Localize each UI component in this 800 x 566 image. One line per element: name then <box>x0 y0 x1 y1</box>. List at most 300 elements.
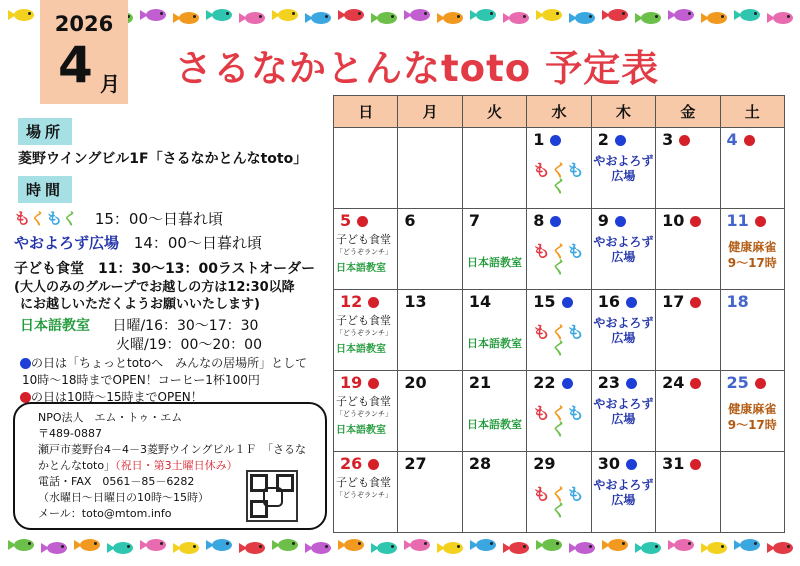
tel-fax: 電話・FAX 0561－85－6282 <box>38 475 195 488</box>
day-number <box>598 292 637 311</box>
month-number: 4 <box>58 36 93 94</box>
calendar-day[interactable] <box>656 128 720 209</box>
fish-eye <box>358 12 361 15</box>
nihongo-sun <box>20 315 258 335</box>
fish-eye <box>688 12 691 15</box>
day-number <box>340 454 379 473</box>
fish-icon <box>569 542 595 554</box>
day-number-text: 13 <box>404 292 427 311</box>
fish-icon <box>569 12 595 24</box>
email[interactable]: メール：toto@mtom.info <box>38 507 172 520</box>
day-number-text: 9 <box>597 211 609 230</box>
fish-eye <box>457 545 460 548</box>
event-kodomo <box>336 233 397 275</box>
calendar-day[interactable] <box>527 371 591 452</box>
fish-body <box>476 9 496 21</box>
event-kodomo-title: 子ども食堂 <box>336 314 391 327</box>
event-kodomo-title: 子ども食堂 <box>336 395 391 408</box>
event-yaoyorozu-line: やおよろず <box>593 397 654 411</box>
blue-dot-icon <box>626 459 637 470</box>
page-title: さるなかとんなtoto 予定表 <box>175 47 660 90</box>
fish-icon <box>107 542 133 554</box>
fish-icon <box>503 12 529 24</box>
fish-icon <box>305 542 331 554</box>
fish-body <box>707 542 727 554</box>
red-dot-icon <box>368 459 379 470</box>
day-number-text: 5 <box>340 211 352 230</box>
fish-eye <box>325 15 328 18</box>
calendar-day[interactable] <box>591 128 655 209</box>
calendar-day[interactable] <box>656 290 720 371</box>
fish-body <box>740 9 760 21</box>
calendar-day[interactable] <box>462 452 526 533</box>
day-number-text: 11 <box>726 211 749 230</box>
event-kodomo <box>336 476 397 502</box>
fish-eye <box>292 542 295 545</box>
address-line-2 <box>38 457 238 473</box>
weekday-5: 金 <box>656 96 720 128</box>
mokumoku-char: く <box>549 483 569 507</box>
fish-icon <box>734 539 760 551</box>
qr-code[interactable] <box>246 470 298 522</box>
red-dot-icon <box>690 459 701 470</box>
place-text: 菱野ウイングビル1F「さるなかとんなtoto」 <box>18 151 308 167</box>
day-number-text: 25 <box>726 373 749 392</box>
fish-icon <box>272 9 298 21</box>
day-number <box>662 454 701 473</box>
mokumoku-logo <box>532 240 586 280</box>
event-mokumoku <box>527 402 590 442</box>
blue-note-text: の日は「ちょっとtotoへ みんなの居場所」として <box>31 356 308 370</box>
mokumoku-char: も <box>532 240 552 264</box>
mokumoku-hours <box>14 206 223 229</box>
event-mahjong <box>721 401 784 433</box>
fish-icon <box>140 9 166 21</box>
fish-body <box>179 542 199 554</box>
calendar-week <box>334 371 785 452</box>
calendar-day[interactable] <box>527 128 591 209</box>
fish-body <box>179 12 199 24</box>
fish-icon <box>8 539 34 551</box>
fish-eye <box>160 12 163 15</box>
calendar-day[interactable] <box>591 371 655 452</box>
fish-icon <box>668 9 694 21</box>
fish-body <box>377 542 397 554</box>
fish-icon <box>701 542 727 554</box>
fish-body <box>80 539 100 551</box>
fish-body <box>674 539 694 551</box>
fish-icon <box>239 542 265 554</box>
mokumoku-char: く <box>60 207 80 230</box>
day-number-text: 7 <box>468 211 480 230</box>
calendar-day[interactable] <box>656 209 720 290</box>
calendar-day[interactable] <box>334 452 398 533</box>
fish-eye <box>589 545 592 548</box>
mokumoku-char: も <box>532 159 552 183</box>
blue-dot-icon <box>550 216 561 227</box>
mokumoku-char: も <box>532 321 552 345</box>
event-yaoyorozu-line: 広場 <box>611 412 636 426</box>
day-number <box>469 211 480 230</box>
fish-eye <box>523 545 526 548</box>
instagram-icon <box>263 487 283 507</box>
fish-icon <box>74 539 100 551</box>
fish-eye <box>391 15 394 18</box>
mokumoku-char: も <box>566 402 586 426</box>
fish-icon <box>404 539 430 551</box>
fish-icon <box>140 539 166 551</box>
red-note-text: の日は10時〜15時までOPEN！ <box>31 390 203 404</box>
calendar-day <box>334 128 398 209</box>
event-mahjong-line: 9〜17時 <box>727 418 777 432</box>
day-number-text: 29 <box>533 454 556 473</box>
day-number-text: 19 <box>340 373 363 392</box>
day-number <box>662 373 701 392</box>
fish-body <box>146 539 166 551</box>
day-number <box>598 454 637 473</box>
fish-body <box>410 9 430 21</box>
fish-eye <box>556 12 559 15</box>
calendar-day[interactable] <box>334 290 398 371</box>
calendar-day[interactable] <box>720 290 784 371</box>
fish-icon <box>767 12 793 24</box>
fish-icon <box>668 539 694 551</box>
fish-eye <box>622 542 625 545</box>
calendar-day[interactable] <box>656 452 720 533</box>
blue-dot-icon <box>626 297 637 308</box>
fish-icon <box>404 9 430 21</box>
day-number-text: 20 <box>404 373 427 392</box>
day-number <box>533 211 561 230</box>
event-nihongo: 日本語教室 <box>467 418 523 431</box>
fish-icon <box>371 542 397 554</box>
mokumoku-char: も <box>44 207 64 230</box>
calendar-day <box>398 128 462 209</box>
org-name: NPO法人 エム・トゥ・エム <box>38 411 183 424</box>
fish-eye <box>358 542 361 545</box>
day-number <box>727 292 749 311</box>
calendar-day[interactable] <box>527 452 591 533</box>
event-yaoyorozu-line: 広場 <box>611 250 636 264</box>
red-dot-icon <box>679 135 690 146</box>
fish-body <box>212 9 232 21</box>
mokumoku-char: く <box>549 321 569 345</box>
day-number <box>404 454 426 473</box>
open-hours: （水曜日〜日曜日の10時〜15時） <box>38 491 209 504</box>
yaoyorozu-label: やおよろず広場 <box>14 234 120 252</box>
fish-body <box>542 9 562 21</box>
day-number <box>662 130 690 149</box>
calendar-day[interactable] <box>334 371 398 452</box>
day-number <box>598 130 626 149</box>
calendar-day[interactable] <box>527 290 591 371</box>
fish-body <box>47 542 67 554</box>
kodomo-note-1: (大人のみのグループでお越しの方は12:30以降 <box>14 280 295 295</box>
event-mokumoku <box>527 159 590 199</box>
fish-icon <box>635 12 661 24</box>
fish-body <box>311 542 331 554</box>
weekday-header <box>334 96 785 128</box>
day-number <box>340 373 379 392</box>
event-mahjong-line: 9〜17時 <box>727 256 777 270</box>
red-dot-icon <box>690 378 701 389</box>
fish-icon <box>173 12 199 24</box>
fish-eye <box>28 542 31 545</box>
mokumoku-char: く <box>549 499 569 523</box>
day-number-text: 8 <box>533 211 545 230</box>
blue-dot-icon <box>626 378 637 389</box>
weekday-3: 水 <box>527 96 591 128</box>
fish-icon <box>701 12 727 24</box>
calendar-day[interactable] <box>462 290 526 371</box>
fish-icon <box>602 9 628 21</box>
fish-eye <box>259 15 262 18</box>
day-number-text: 31 <box>662 454 685 473</box>
weekday-1: 月 <box>398 96 462 128</box>
event-nihongo: 日本語教室 <box>336 263 386 274</box>
day-number <box>340 292 379 311</box>
event-nihongo: 日本語教室 <box>336 344 386 355</box>
fish-body <box>575 542 595 554</box>
calendar-day[interactable] <box>462 209 526 290</box>
event-yaoyorozu-line: 広場 <box>611 331 636 345</box>
day-number <box>533 454 555 473</box>
mokumoku-char: く <box>549 337 569 361</box>
fish-eye <box>193 15 196 18</box>
event-kodomo-sub: 「どうぞランチ」 <box>336 410 392 418</box>
event-yaoyorozu-line: やおよろず <box>593 478 654 492</box>
fish-icon <box>635 542 661 554</box>
fish-eye <box>325 545 328 548</box>
event-kodomo-sub: 「どうぞランチ」 <box>336 248 392 256</box>
mokumoku-char: も <box>566 321 586 345</box>
fish-body <box>212 539 232 551</box>
fish-body <box>641 542 661 554</box>
fish-eye <box>754 542 757 545</box>
event-yaoyorozu-line: やおよろず <box>593 154 654 168</box>
date-badge <box>40 0 128 104</box>
fish-body <box>377 12 397 24</box>
calendar-day[interactable] <box>720 128 784 209</box>
calendar-day[interactable] <box>591 452 655 533</box>
calendar-day[interactable] <box>720 209 784 290</box>
event-mokumoku <box>527 321 590 361</box>
day-number <box>404 292 426 311</box>
day-number-text: 27 <box>404 454 427 473</box>
mokumoku-logo <box>532 159 586 199</box>
fish-body <box>113 542 133 554</box>
fish-eye <box>787 15 790 18</box>
blue-dot-icon <box>615 135 626 146</box>
blue-dot-icon <box>562 378 573 389</box>
red-dot-icon <box>357 216 368 227</box>
fish-eye <box>688 542 691 545</box>
day-number-text: 23 <box>597 373 620 392</box>
kodomo-note-2: にお越しいただくようお願いいたします) <box>20 297 260 312</box>
fish-body <box>245 542 265 554</box>
calendar-day[interactable] <box>527 209 591 290</box>
calendar-day <box>720 452 784 533</box>
weekday-0: 日 <box>334 96 398 128</box>
mokumoku-char: も <box>566 240 586 264</box>
yaoyorozu-hours <box>14 232 262 253</box>
calendar-day[interactable] <box>591 290 655 371</box>
event-yaoyorozu-line: やおよろず <box>593 316 654 330</box>
event-kodomo <box>336 395 397 437</box>
fish-border-bottom <box>0 536 800 558</box>
fish-eye <box>160 542 163 545</box>
fish-body <box>311 12 331 24</box>
fish-eye <box>754 12 757 15</box>
event-mokumoku <box>527 483 590 523</box>
fish-body <box>14 539 34 551</box>
fish-icon <box>470 539 496 551</box>
day-number <box>533 373 572 392</box>
day-number-text: 28 <box>468 454 492 473</box>
fish-body <box>707 12 727 24</box>
day-number <box>727 130 755 149</box>
day-number <box>533 130 561 149</box>
fish-icon <box>602 539 628 551</box>
day-number-text: 12 <box>340 292 363 311</box>
red-dot-icon <box>368 378 379 389</box>
day-number <box>727 373 766 392</box>
fish-icon <box>503 542 529 554</box>
fish-eye <box>721 545 724 548</box>
fish-body <box>509 542 529 554</box>
day-number <box>598 373 637 392</box>
fish-eye <box>28 12 31 15</box>
event-mahjong-line: 健康麻雀 <box>728 402 777 416</box>
day-number <box>469 373 491 392</box>
fish-icon <box>338 539 364 551</box>
fish-eye <box>721 15 724 18</box>
weekday-4: 木 <box>591 96 655 128</box>
event-kodomo <box>336 314 397 356</box>
red-dot-icon <box>755 216 766 227</box>
calendar-week <box>334 290 785 371</box>
blue-dot-icon <box>562 297 573 308</box>
fish-body <box>575 12 595 24</box>
mokumoku-char: も <box>12 207 32 230</box>
day-number-text: 17 <box>662 292 685 311</box>
event-mokumoku <box>527 240 590 280</box>
event-yaoyorozu <box>592 154 655 184</box>
calendar-grid <box>333 95 785 533</box>
fish-eye <box>589 15 592 18</box>
fish-eye <box>457 15 460 18</box>
day-number-text: 1 <box>533 130 545 149</box>
event-yaoyorozu-line: 広場 <box>611 493 636 507</box>
fish-body <box>476 539 496 551</box>
day-number-text: 6 <box>404 211 416 230</box>
fish-icon <box>767 542 793 554</box>
day-number <box>662 292 701 311</box>
blue-dot-icon <box>20 358 31 369</box>
fish-body <box>14 9 34 21</box>
calendar-week <box>334 209 785 290</box>
event-nihongo: 日本語教室 <box>336 425 386 436</box>
calendar-day[interactable] <box>398 452 462 533</box>
mokumoku-char: も <box>532 483 552 507</box>
year: 2026 <box>54 12 114 36</box>
day-number <box>469 454 491 473</box>
calendar-day[interactable] <box>334 209 398 290</box>
calendar-day[interactable] <box>591 209 655 290</box>
event-kodomo-title: 子ども食堂 <box>336 233 391 246</box>
mokumoku-char: く <box>549 402 569 426</box>
blue-dot-icon <box>615 216 626 227</box>
calendar-day[interactable] <box>720 371 784 452</box>
calendar-day[interactable] <box>656 371 720 452</box>
event-yaoyorozu-line: 広場 <box>611 169 636 183</box>
fish-eye <box>787 545 790 548</box>
day-number <box>469 292 491 311</box>
red-dot-icon <box>690 216 701 227</box>
fish-icon <box>536 539 562 551</box>
fish-body <box>443 542 463 554</box>
fish-icon <box>437 12 463 24</box>
fish-icon <box>437 542 463 554</box>
day-number-text: 14 <box>468 292 492 311</box>
fish-body <box>773 12 793 24</box>
fish-icon <box>734 9 760 21</box>
zip-code: 〒489-0887 <box>38 427 102 440</box>
fish-icon <box>206 539 232 551</box>
fish-eye <box>226 12 229 15</box>
fish-icon <box>470 9 496 21</box>
calendar-day[interactable] <box>462 371 526 452</box>
red-dot-icon <box>744 135 755 146</box>
fish-eye <box>127 545 130 548</box>
mokumoku-time: 15：00〜日暮れ頃 <box>94 210 224 228</box>
fish-body <box>344 539 364 551</box>
event-yaoyorozu-line: やおよろず <box>593 235 654 249</box>
weekday-2: 火 <box>462 96 526 128</box>
calendar-day[interactable] <box>398 209 462 290</box>
day-number-text: 22 <box>533 373 556 392</box>
fish-eye <box>61 545 64 548</box>
calendar-day[interactable] <box>398 371 462 452</box>
fish-body <box>674 9 694 21</box>
calendar-day[interactable] <box>398 290 462 371</box>
event-kodomo-sub: 「どうぞランチ」 <box>336 329 392 337</box>
blue-note-1 <box>20 354 307 371</box>
mokumoku-logo <box>532 321 586 361</box>
day-number-text: 3 <box>662 130 674 149</box>
event-nihongo: 日本語教室 <box>467 256 523 269</box>
day-number <box>404 373 426 392</box>
event-kodomo-sub: 「どうぞランチ」 <box>336 491 392 499</box>
fish-body <box>608 539 628 551</box>
mokumoku-logo <box>532 483 586 523</box>
fish-eye <box>523 15 526 18</box>
event-mahjong-line: 健康麻雀 <box>728 240 777 254</box>
closed-days: （祝日・第3土曜日休み） <box>115 459 238 472</box>
fish-eye <box>490 12 493 15</box>
day-number-text: 2 <box>597 130 609 149</box>
day-number <box>340 211 368 230</box>
fish-eye <box>655 15 658 18</box>
fish-eye <box>94 542 97 545</box>
fish-body <box>608 9 628 21</box>
mokumoku-logo <box>12 207 80 230</box>
fish-eye <box>424 542 427 545</box>
fish-icon <box>371 12 397 24</box>
fish-body <box>509 12 529 24</box>
fish-eye <box>193 545 196 548</box>
calendar-day <box>462 128 526 209</box>
